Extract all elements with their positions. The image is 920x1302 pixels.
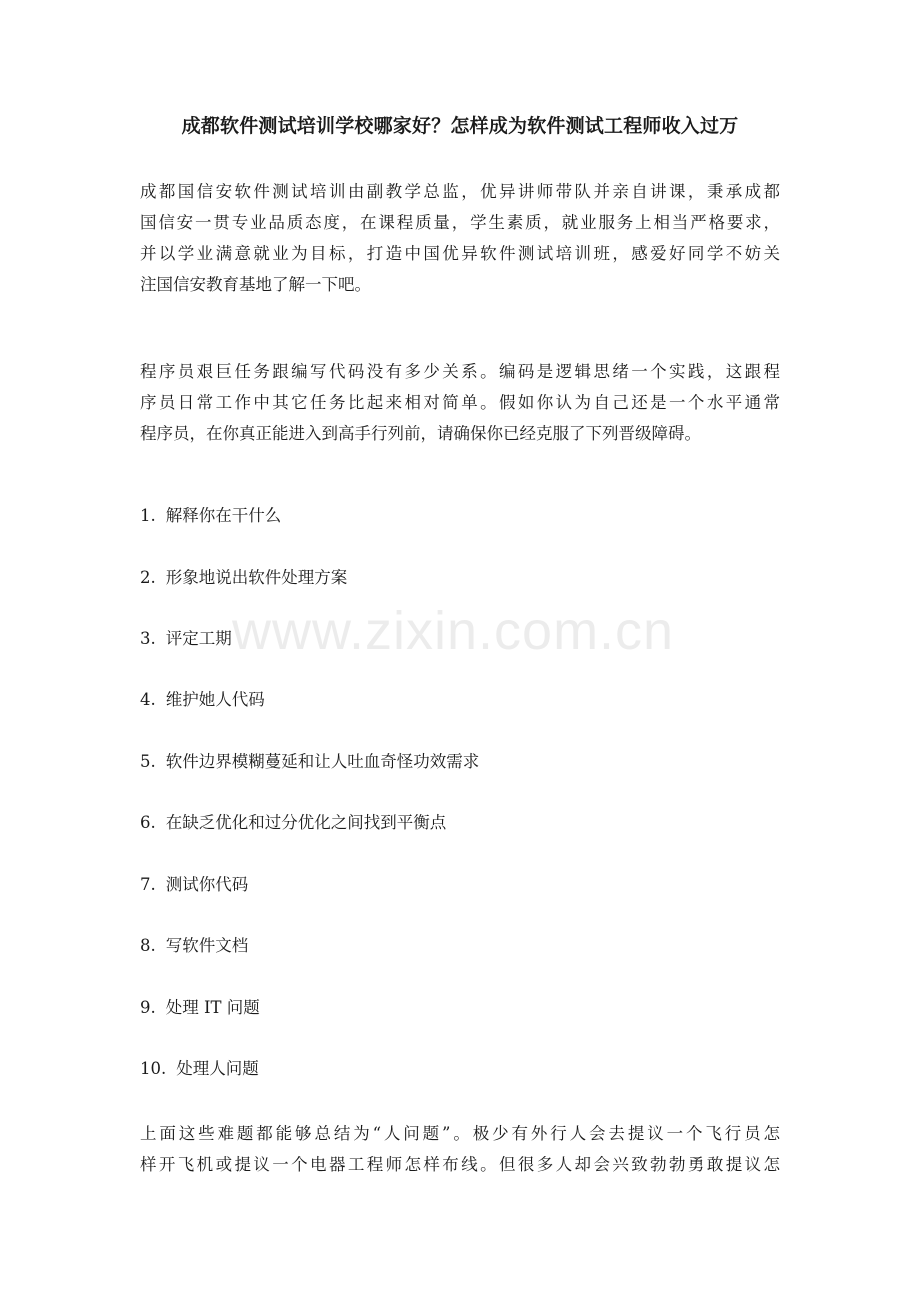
paragraph-line: 程序员，在你真正能进入到高手行列前，请确保你已经克服了下列晋级障碍。 — [140, 424, 701, 443]
list-item-text: 测试你代码 — [165, 875, 249, 894]
list-item-text: 软件边界模糊蔓延和让人吐血奇怪功效需求 — [165, 752, 480, 771]
list-item-number: 4. — [140, 690, 156, 709]
list-item-number: 7. — [140, 875, 156, 894]
document-title: 成都软件测试培训学校哪家好？怎样成为软件测试工程师收入过万 — [181, 115, 739, 137]
paragraph-programmer-tasks — [140, 356, 780, 449]
paragraph-line: 上面这些难题都能够总结为“人问题”。极少有外行人会去提议一个飞行员怎 — [140, 1124, 780, 1143]
list-item — [140, 872, 248, 898]
list-item-number: 1. — [140, 506, 156, 525]
list-item-number: 8. — [140, 936, 156, 955]
list-item — [140, 933, 248, 959]
paragraph-line: 样开飞机或提议一个电器工程师怎样布线。但很多人却会兴致勃勃勇敢提议怎 — [140, 1155, 780, 1174]
list-item — [140, 810, 446, 836]
list-item-text: 写软件文档 — [165, 936, 249, 955]
list-item-number: 2. — [140, 568, 156, 587]
paragraph-line: 序员日常工作中其它任务比起来相对简单。假如你认为自己还是一个水平通常 — [140, 393, 780, 412]
list-item — [140, 503, 281, 529]
list-item — [140, 687, 265, 713]
paragraph-people-problems — [140, 1118, 780, 1180]
paragraph-line: 成都国信安软件测试培训由副教学总监，优异讲师带队并亲自讲课，秉承成都 — [140, 182, 780, 201]
paragraph-line: 程序员艰巨任务跟编写代码没有多少关系。编码是逻辑思绪一个实践，这跟程 — [140, 362, 780, 381]
paragraph-line: 并以学业满意就业为目标，打造中国优异软件测试培训班，感爱好同学不妨关 — [140, 244, 780, 263]
list-item-text: 形象地说出软件处理方案 — [165, 568, 348, 587]
list-item-text: 评定工期 — [165, 629, 232, 648]
list-item — [140, 626, 232, 652]
paragraph-intro — [140, 176, 780, 300]
paragraph-line: 注国信安教育基地了解一下吧。 — [140, 275, 371, 294]
list-item-number: 3. — [140, 629, 156, 648]
list-item-text: 解释你在干什么 — [165, 506, 282, 525]
list-item-text: 处理 IT 问题 — [165, 998, 260, 1017]
list-item — [140, 1056, 259, 1082]
list-item — [140, 565, 347, 591]
list-item-text: 维护她人代码 — [165, 690, 265, 709]
list-item-number: 10. — [140, 1059, 167, 1078]
list-item-number: 6. — [140, 813, 156, 832]
list-item-number: 9. — [140, 998, 156, 1017]
list-item — [140, 749, 479, 775]
list-item — [140, 995, 260, 1021]
list-item-text: 处理人问题 — [176, 1059, 259, 1078]
watermark: www.zixin.com.cn — [232, 601, 675, 661]
list-item-number: 5. — [140, 752, 156, 771]
paragraph-line: 国信安一贯专业品质态度，在课程质量，学生素质，就业服务上相当严格要求， — [140, 213, 780, 232]
list-item-text: 在缺乏优化和过分优化之间找到平衡点 — [165, 813, 447, 832]
